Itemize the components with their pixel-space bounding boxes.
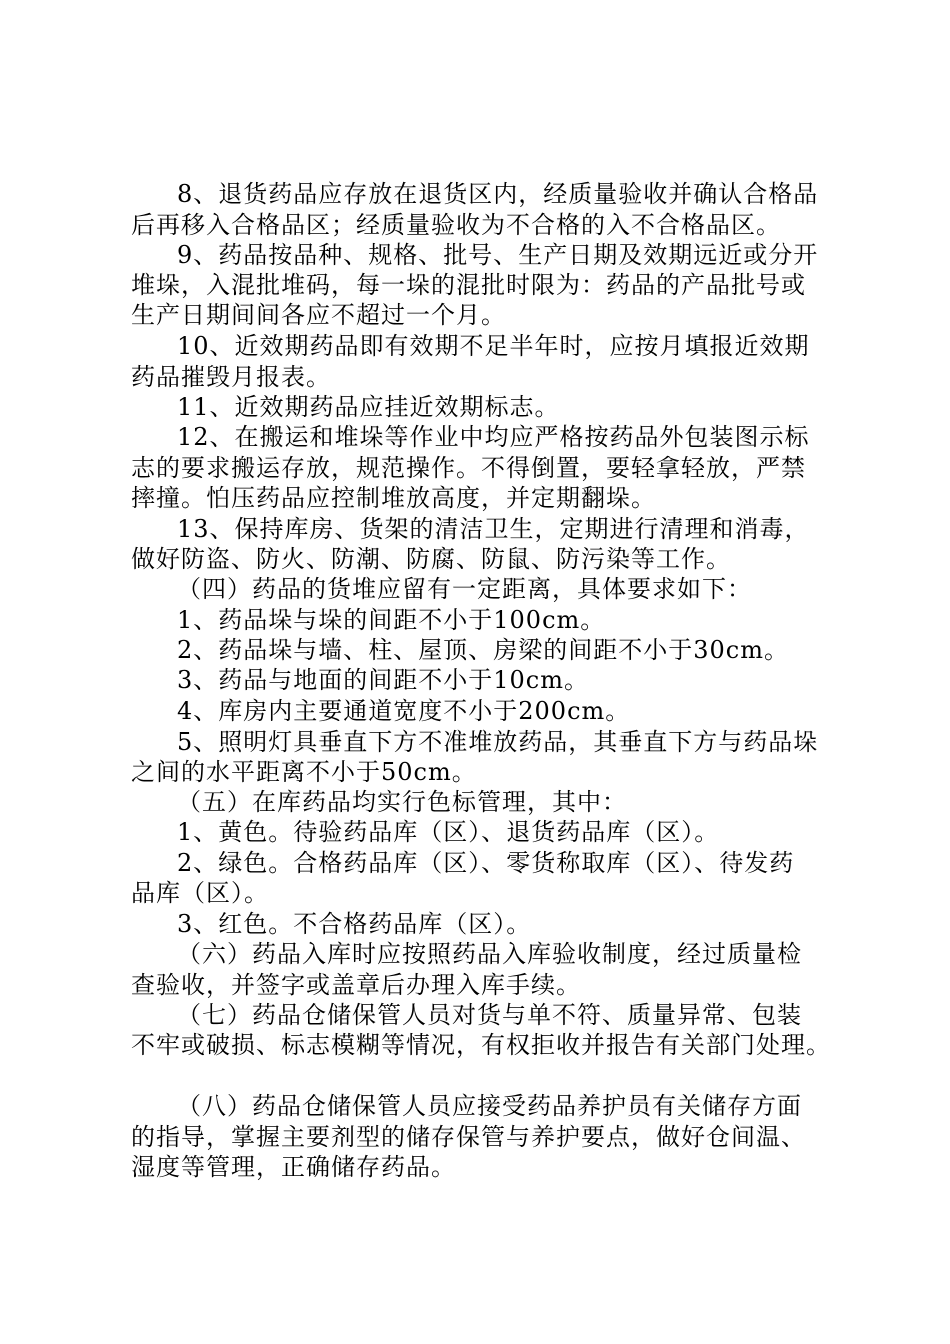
text-line: （八）药品仓储保管人员应接受药品养护员有关储存方面 [177, 1092, 802, 1120]
text-line: （四）药品的货堆应留有一定距离，具体要求如下： [177, 575, 752, 603]
text-line: 品库（区）。 [131, 879, 269, 907]
text-line: 湿度等管理，正确储存药品。 [131, 1153, 456, 1181]
text-line: 2、药品垛与墙、柱、屋顶、房梁的间距不小于30cm。 [177, 636, 790, 664]
text-line: 12、在搬运和堆垛等作业中均应严格按药品外包装图示标 [177, 423, 810, 451]
text-line: 之间的水平距离不小于50cm。 [131, 758, 477, 786]
text-line: 10、近效期药品即有效期不足半年时，应按月填报近效期 [177, 332, 810, 360]
text-line: 3、药品与地面的间距不小于10cm。 [177, 666, 590, 694]
text-line: 13、保持库房、货架的清洁卫生，定期进行清理和消毒， [177, 515, 810, 543]
text-line: 堆垛，入混批堆码，每一垛的混批时限为：药品的产品批号或 [131, 271, 806, 299]
text-line: 摔撞。怕压药品应控制堆放高度，并定期翻垛。 [131, 484, 656, 512]
text-line: （七）药品仓储保管人员对货与单不符、质量异常、包装 [177, 1001, 802, 1029]
text-line: 4、库房内主要通道宽度不小于200cm。 [177, 697, 631, 725]
text-line: （五）在库药品均实行色标管理，其中： [177, 788, 627, 816]
text-line: 不牢或破损、标志模糊等情况，有权拒收并报告有关部门处理。 [131, 1031, 831, 1059]
text-line: 5、照明灯具垂直下方不准堆放药品，其垂直下方与药品垛 [177, 728, 819, 756]
text-line: 8、退货药品应存放在退货区内，经质量验收并确认合格品 [177, 180, 819, 208]
text-line: 的指导，掌握主要剂型的储存保管与养护要点，做好仓间温、 [131, 1123, 806, 1151]
text-line: 1、药品垛与垛的间距不小于100cm。 [177, 606, 606, 634]
text-line: 查验收，并签字或盖章后办理入库手续。 [131, 971, 581, 999]
text-line: 生产日期间间各应不超过一个月。 [131, 301, 506, 329]
text-line: 11、近效期药品应挂近效期标志。 [177, 393, 560, 421]
text-line: 志的要求搬运存放，规范操作。不得倒置，要轻拿轻放，严禁 [131, 454, 806, 482]
text-line: 做好防盗、防火、防潮、防腐、防鼠、防污染等工作。 [131, 545, 731, 573]
text-line: 2、绿色。合格药品库（区）、零货称取库（区）、待发药 [177, 849, 795, 877]
text-line: 1、黄色。待验药品库（区）、退货药品库（区）。 [177, 818, 720, 846]
text-line: 3、红色。不合格药品库（区）。 [177, 910, 532, 938]
text-line: 药品摧毁月报表。 [131, 363, 331, 391]
text-line: 9、药品按品种、规格、批号、生产日期及效期远近或分开 [177, 241, 819, 269]
text-line: （六）药品入库时应按照药品入库验收制度，经过质量检 [177, 940, 802, 968]
text-line: 后再移入合格品区；经质量验收为不合格的入不合格品区。 [131, 211, 781, 239]
